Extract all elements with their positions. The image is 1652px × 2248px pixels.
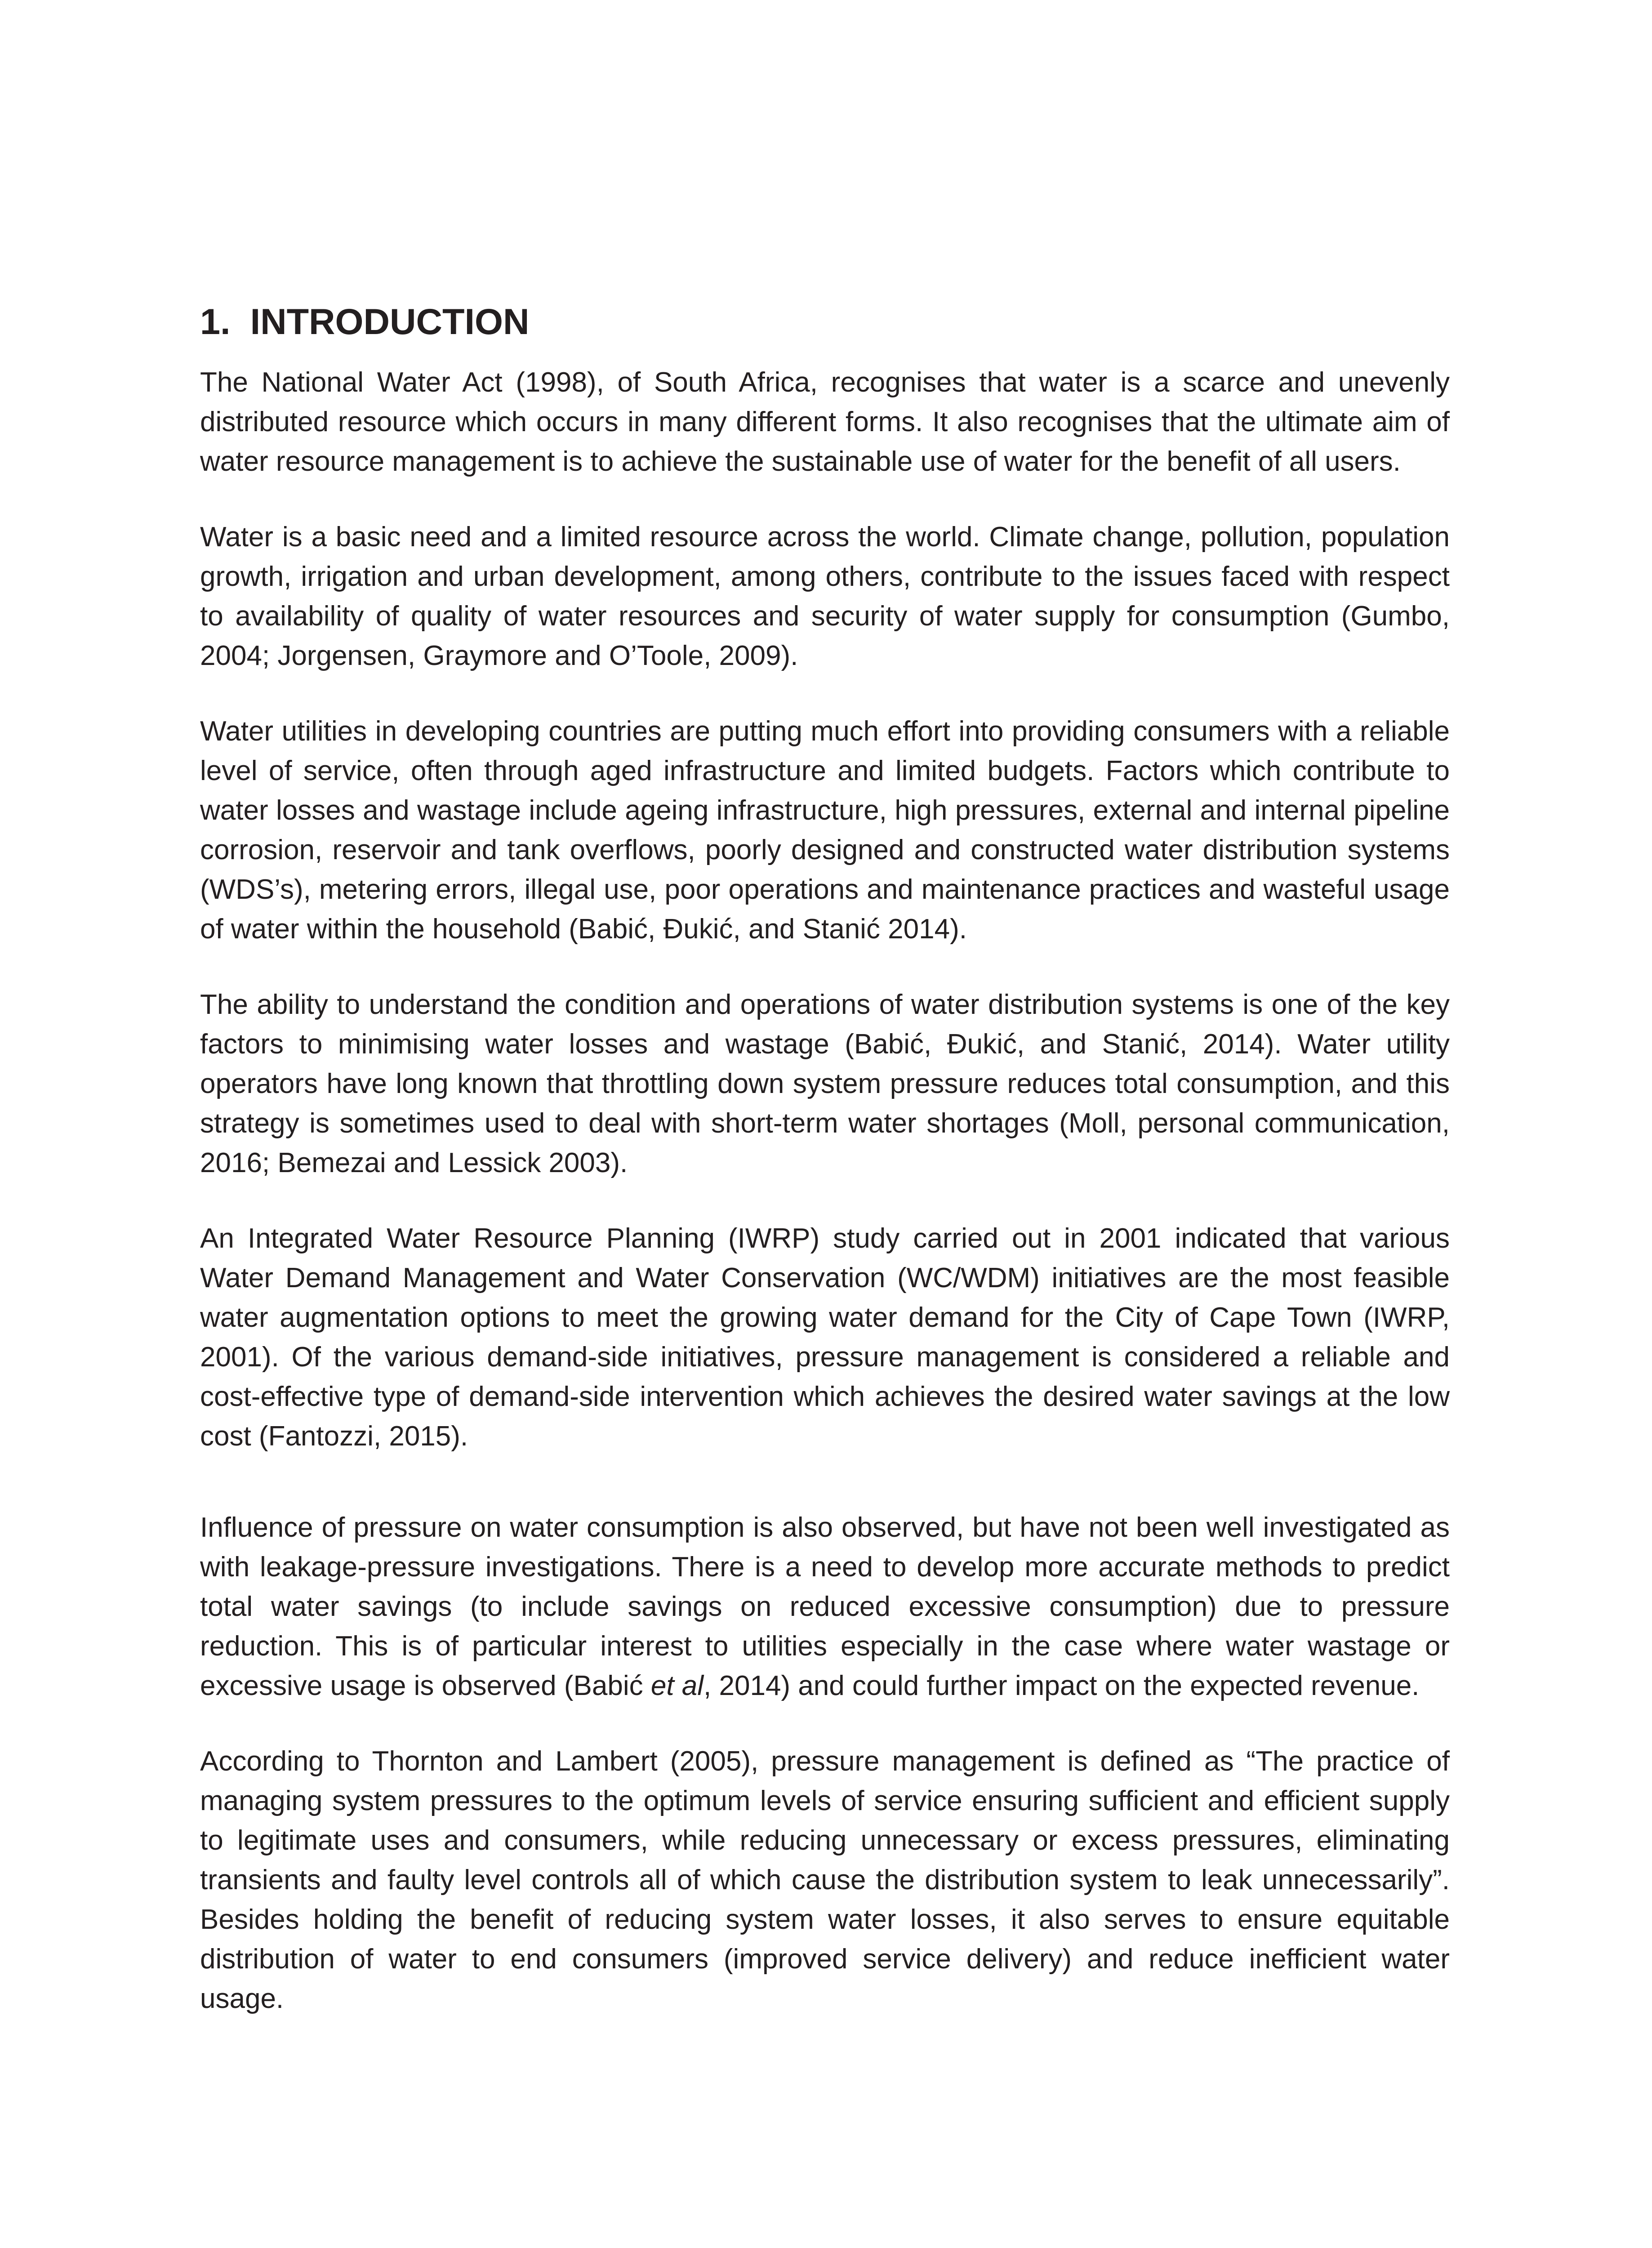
- page-content: [200, 300, 1450, 2019]
- paragraph-water-utilities: Water utilities in developing countries are putting much effort into providing consumers with a reliable level of service, often through aged infrastructure and limited budgets. Factors which contribute to water losses and wastage include ageing infrastructure, high pressures, external and internal pipeline corrosion, reservoir and tank overflows, poorly designed and constructed water distribution systems (WDS’s), metering errors, illegal use, poor operations and maintenance practices and wasteful usage of water within the household (Babić, Đukić, and Stanić 2014).: [200, 716, 1450, 945]
- section-number: 1.: [200, 302, 231, 342]
- section-title: INTRODUCTION: [250, 302, 530, 342]
- paragraph-national-water-act: The National Water Act (1998), of South Africa, recognises that water is a scarce and unevenly distributed resource which occurs in many different forms. It also recognises that the ultimate aim of water resource management is to achieve the sustainable use of water for the benefit of all users.: [200, 367, 1450, 477]
- paragraph-text-before-italic: Influence of pressure on water consumption is also observed, but have not been well investigated as with leakage-pressure investigations. There is a need to develop more accurate methods to predict total water savings (to include savings on reduced excessive consumption) due to pressure reduction. This is of particular interest to utilities especially in the case where water wastage or excessive usage is observed (Babić: [200, 1512, 1450, 1702]
- paragraph-basic-need: Water is a basic need and a limited resource across the world. Climate change, pollution, population growth, irrigation and urban development, among others, contribute to the issues faced with respect to availability of quality of water resources and security of water supply for consumption (Gumbo, 2004; Jorgensen, Graymore and O’Toole, 2009).: [200, 522, 1450, 672]
- paragraph-system-condition: The ability to understand the condition and operations of water distribution systems is one of the key factors to minimising water losses and wastage (Babić, Đukić, and Stanić, 2014). Water utility operators have long known that throttling down system pressure reduces total consumption, and this strategy is sometimes used to deal with short-term water shortages (Moll, personal communication, 2016; Bemezai and Lessick 2003).: [200, 989, 1450, 1179]
- section-heading: [200, 300, 1450, 344]
- paragraph-iwrp-study: An Integrated Water Resource Planning (IWRP) study carried out in 2001 indicated that various Water Demand Management and Water Conservation (WC/WDM) initiatives are the most feasible water augmentation options to meet the growing water demand for the City of Cape Town (IWRP, 2001). Of the various demand-side initiatives, pressure management is considered a reliable and cost-effective type of demand-side intervention which achieves the desired water savings at the low cost (Fantozzi, 2015).: [200, 1223, 1450, 1452]
- paragraph-pressure-management-definition: According to Thornton and Lambert (2005), pressure management is defined as “The practice of managing system pressures to the optimum levels of service ensuring sufficient and efficient supply to legitimate uses and consumers, while reducing unnecessary or excess pressures, eliminating transients and faulty level controls all of which cause the distribution system to leak unnecessarily”. Besides holding the benefit of reducing system water losses, it also serves to ensure equitable distribution of water to end consumers (improved service delivery) and reduce inefficient water usage.: [200, 1746, 1450, 2015]
- paragraph-text-after-italic: , 2014) and could further impact on the expected revenue.: [704, 1670, 1420, 1702]
- paragraph-text-italic: et al: [650, 1670, 704, 1702]
- paragraph-pressure-influence: [200, 1508, 1450, 1706]
